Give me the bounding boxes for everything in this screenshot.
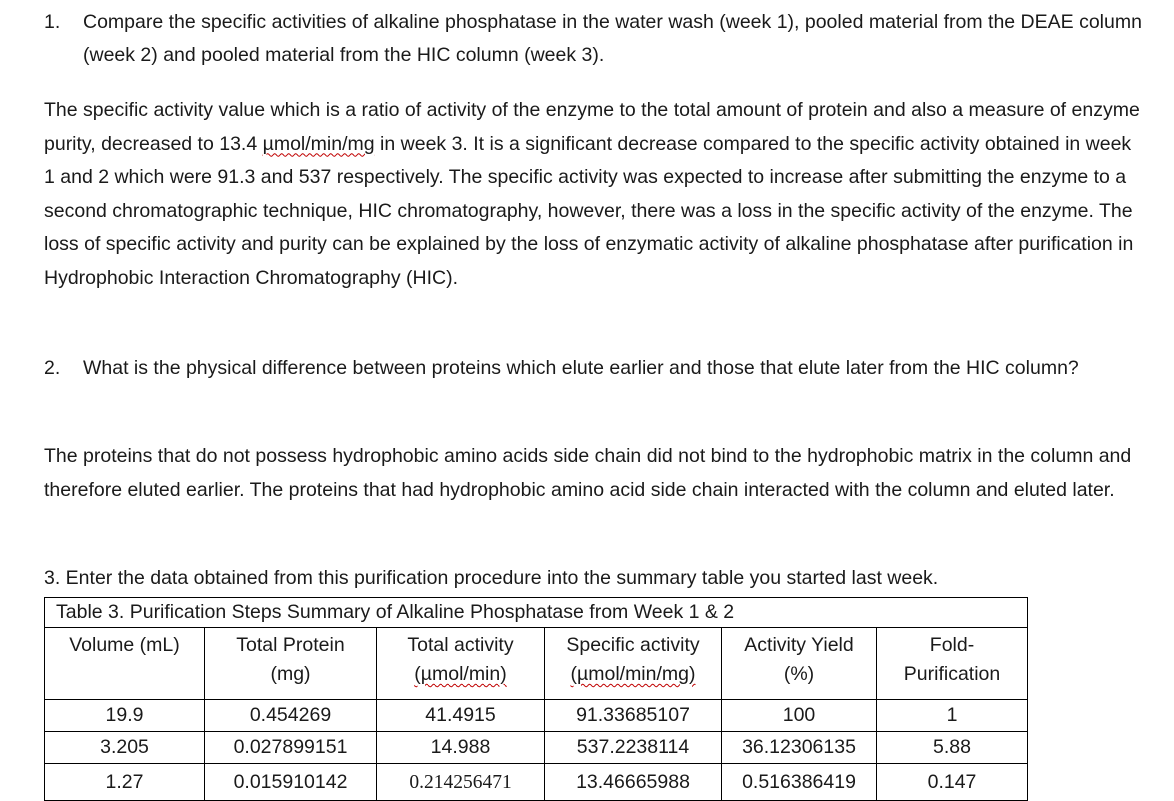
table-row — [45, 764, 1028, 801]
cell-activity-yield: 100 — [722, 700, 877, 732]
cell-specific-activity: 13.46665988 — [545, 764, 722, 801]
question-1-text: Compare the specific activities of alkaline phosphatase in the water wash (week 1), pooled material from the DEAE column (week 2) and pooled material from the HIC column (week 3). — [83, 11, 1142, 66]
question-2-text: What is the physical difference between proteins which elute earlier and those that elute later from the HIC column? — [83, 357, 1079, 379]
table-header-row — [45, 628, 1028, 700]
cell-fold-purification: 5.88 — [877, 732, 1028, 764]
header-total-protein: Total Protein (mg) — [205, 628, 377, 700]
question-1-number: 1. — [44, 11, 61, 33]
cell-total-activity: 14.988 — [377, 732, 545, 764]
header-volume: Volume (mL) — [45, 628, 205, 700]
cell-total-activity: 0.214256471 — [377, 764, 545, 801]
header-activity-yield: Activity Yield (%) — [722, 628, 877, 700]
cell-volume: 3.205 — [45, 732, 205, 764]
answer-2: The proteins that do not possess hydrophobic amino acids side chain did not bind to the hydrophobic matrix in the column and therefore eluted earlier. The proteins that had hydrophobic amino acid side chain interacted with the column and eluted later. — [44, 445, 1132, 501]
header-total-activity: Total activity (µmol/min) — [377, 628, 545, 700]
cell-total-protein: 0.027899151 — [205, 732, 377, 764]
cell-volume: 1.27 — [45, 764, 205, 801]
table-row — [45, 732, 1028, 764]
cell-fold-purification: 0.147 — [877, 764, 1028, 801]
header-fold-purification: Fold- Purification — [877, 628, 1028, 700]
cell-total-protein: 0.454269 — [205, 700, 377, 732]
cell-activity-yield: 0.516386419 — [722, 764, 877, 801]
cell-total-protein: 0.015910142 — [205, 764, 377, 801]
answer-1 — [44, 94, 1144, 296]
purification-summary-table — [44, 597, 1028, 801]
cell-specific-activity: 537.2238114 — [545, 732, 722, 764]
question-2-number: 2. — [44, 357, 61, 379]
cell-volume: 19.9 — [45, 700, 205, 732]
cell-activity-yield: 36.12306135 — [722, 732, 877, 764]
header-specific-activity: Specific activity (µmol/min/mg) — [545, 628, 722, 700]
question-1 — [44, 6, 1154, 72]
answer-1-part2: in week 3. It is a significant decrease compared to the specific activity obtained in week 1 and 2 which were 91.3 and 537 respectively. The specific activity was expected to increase after submitting the enzyme to a second chromatographic technique, HIC chromatography, however, there was a loss in the specific activity of the enzyme. The loss of specific activity and purity can be explained by the loss of enzymatic activity of alkaline phosphatase after purification in Hydrophobic Interaction Chromatography (HIC). — [44, 132, 1134, 289]
answer-1-part1: The specific activity value which is a ratio of activity of the enzyme to the total amount of protein and also a measure of enzyme purity, decreased to 13.4 — [44, 99, 1140, 155]
answer-1-unit: µmol/min/mg — [262, 132, 375, 155]
cell-total-activity: 41.4915 — [377, 700, 545, 732]
question-3: 3. Enter the data obtained from this purification procedure into the summary table you started last week. — [44, 567, 939, 589]
cell-specific-activity: 91.33685107 — [545, 700, 722, 732]
table-row — [45, 700, 1028, 732]
cell-fold-purification: 1 — [877, 700, 1028, 732]
table-caption: Table 3. Purification Steps Summary of Alkaline Phosphatase from Week 1 & 2 — [45, 598, 1028, 628]
question-2 — [44, 352, 1154, 385]
